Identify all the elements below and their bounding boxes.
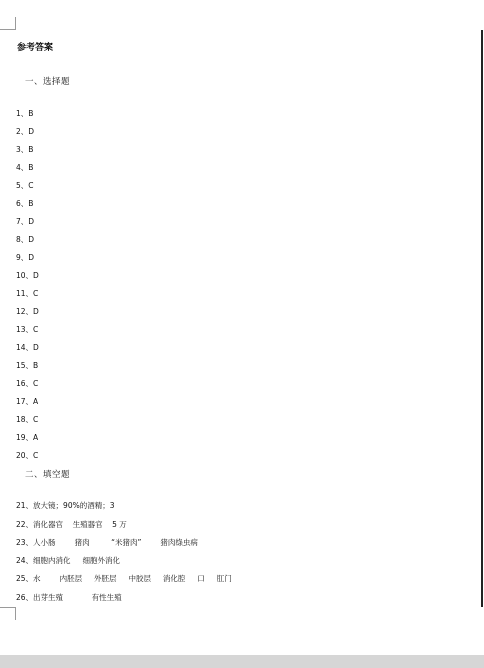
- fill-item: 25、水 内胚层 外胚层 中胶层 消化腔 口 肛门: [16, 574, 232, 583]
- answer-item: 9、D: [16, 253, 35, 262]
- answer-item: 2、D: [16, 127, 35, 136]
- section-heading-fill: 二、填空题: [25, 470, 71, 480]
- crop-mark-bottom-left-vertical: [15, 607, 16, 620]
- answer-item: 14、D: [16, 343, 39, 352]
- fill-item: 23、人小肠 猪肉 “米猪肉” 猪肉绦虫病: [16, 538, 198, 547]
- answer-item: 19、A: [16, 433, 39, 442]
- page-title: 参考答案: [17, 43, 54, 53]
- answer-item: 13、C: [16, 325, 39, 334]
- window-bottom-bar: [0, 655, 484, 668]
- answer-item: 1、B: [16, 109, 34, 118]
- answer-item: 12、D: [16, 307, 39, 316]
- answer-item: 18、C: [16, 415, 39, 424]
- section-heading-choice: 一、选择题: [25, 77, 71, 87]
- fill-item: 26、出芽生殖 有性生殖: [16, 593, 122, 602]
- crop-mark-top-left-vertical: [15, 17, 16, 30]
- answer-item: 7、D: [16, 217, 35, 226]
- answer-item: 5、C: [16, 181, 34, 190]
- answer-item: 15、B: [16, 361, 39, 370]
- answer-item: 11、C: [16, 289, 39, 298]
- answer-item: 10、D: [16, 271, 39, 280]
- answer-item: 8、D: [16, 235, 35, 244]
- crop-mark-top-left-horizontal: [0, 29, 15, 30]
- answer-item: 6、B: [16, 199, 34, 208]
- fill-item: 22、消化器官 生殖器官 5 万: [16, 520, 127, 529]
- fill-item: 21、放大镜；90%的酒精；3: [16, 501, 115, 510]
- answer-item: 4、B: [16, 163, 34, 172]
- answer-item: 17、A: [16, 397, 39, 406]
- answer-item: 3、B: [16, 145, 34, 154]
- answer-item: 16、C: [16, 379, 39, 388]
- crop-mark-bottom-left-horizontal: [0, 607, 15, 608]
- page-right-edge: [481, 30, 483, 607]
- answer-item: 20、C: [16, 451, 39, 460]
- fill-item: 24、细胞内消化 细胞外消化: [16, 556, 120, 565]
